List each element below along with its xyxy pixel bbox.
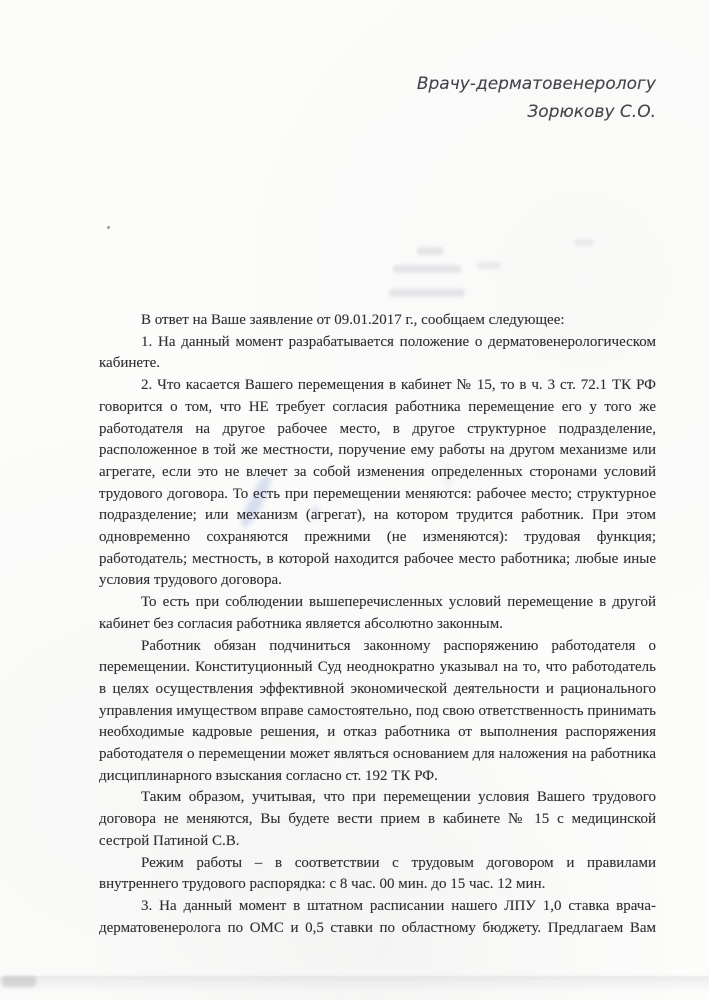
paragraph-item-2-relocation-law: 2. Что касается Вашего перемещения в кабинет № 15, то в ч. 3 ст. 72.1 ТК РФ говорится о том, что НЕ требует согласия работника перемещение его у того же работодателя на другое рабочее место, в другое структурное подразделение, расположенное в той же местности, поручение ему работы на другом механизме или агрегате, если это не влечет за собой изменения определенных сторонами условий трудового договора. То есть при перемещении меняются: рабочее место; структурное подразделение; или механизм (агрегат), на котором трудится работник. При этом одновременно сохраняются прежними (не изменяются): трудовая функция; работодатель; местность, в которой находится рабочее место работника; любые иные условия трудового договора. [99, 377, 656, 589]
paragraph-employee-duty: Работник обязан подчиниться законному распоряжению работодателя о перемещении. Конституционный Суд неоднократно указывал на то, что работодатель в целях осуществления эффективной экономической деятельности и рационального управления имуществом вправе самостоятельно, под свою ответственность принимать необходимые кадровые решения, и отказ работника от выполнения распоряжения работодателя о перемещении может являться основанием для наложения на работника дисциплинарного взыскания согласно ст. 192 ТК РФ. [99, 637, 656, 784]
paragraph-cabinet-15-assignment: Таким образом, учитывая, что при перемещении условия Вашего трудового договора не меняются, Вы будете вести прием в кабинете № 15 с медицинской сестрой Патиной С.В. [99, 789, 656, 849]
recipient-block [417, 70, 656, 126]
paragraph-item-3-staffing: 3. На данный момент в штатном расписании нашего ЛПУ 1,0 ставка врача-дерматовенеролога по ОМС и 0,5 ставки по областному бюджету. Предлагаем Вам [99, 897, 656, 936]
paragraph-reply-intro: В ответ на Ваше заявление от 09.01.2017 г., сообщаем следующее: [141, 312, 565, 328]
letter-body [99, 310, 656, 939]
scan-shadow-corner [2, 976, 36, 987]
paragraph-work-schedule: Режим работы – в соответствии с трудовым договором и правилами внутреннего трудового распорядка: с 8 час. 00 мин. до 15 час. 12 мин. [99, 854, 656, 893]
bleed-through-smudge [477, 262, 501, 269]
paragraph-relocation-lawful: То есть при соблюдении вышеперечисленных условий перемещение в другой кабинет без согласия работника является абсолютно законным. [99, 594, 656, 632]
bleed-through-smudge [574, 239, 594, 246]
scan-shadow-bottom [0, 976, 709, 991]
recipient-line-2: Зорюкову С.О. [527, 102, 656, 122]
paper-speck [107, 226, 110, 229]
bleed-through-smudge [417, 247, 443, 255]
paragraph-item-1-regulation: 1. На данный момент разрабатывается положение о дерматовенерологическом кабинете. [99, 333, 656, 372]
bleed-through-smudge [389, 289, 465, 297]
bleed-through-smudge [393, 265, 461, 273]
recipient-line-1: Врачу-дерматовенерологу [416, 74, 656, 94]
